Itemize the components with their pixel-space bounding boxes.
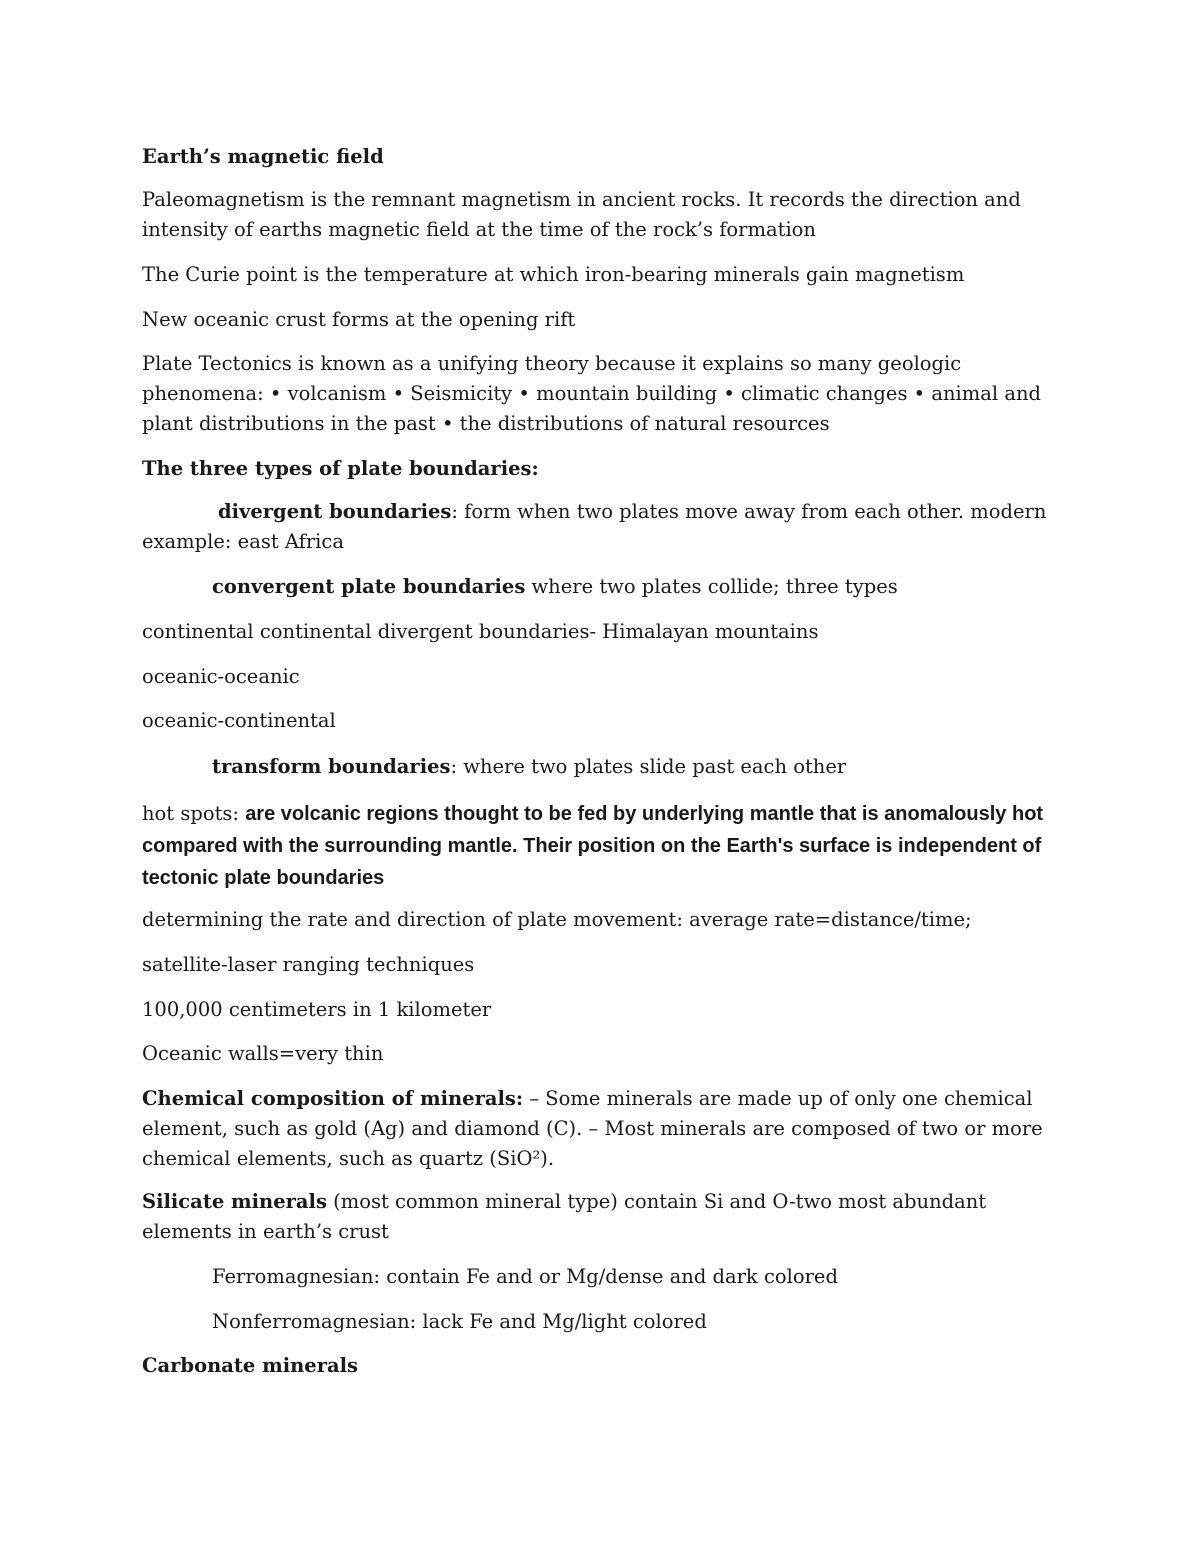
- transform-term: transform boundaries: [212, 755, 451, 778]
- paragraph-transform: [212, 752, 1072, 782]
- chemical-text: – Some minerals are made up of only one chemical element, such as gold (Ag) and diamond (C). – Most minerals are composed of two or more chemical elements, such as quartz (SiO²).: [142, 1087, 1043, 1170]
- line-laser-ranging: satellite-laser ranging techniques: [142, 953, 475, 976]
- silicate-text: (most common mineral type) contain Si and O-two most abundant elements in earth’s crust: [142, 1190, 987, 1243]
- paragraph-curie-point: The Curie point is the temperature at which iron-bearing minerals gain magnetism: [142, 263, 965, 286]
- paragraph-convergent: [212, 572, 1072, 602]
- line-oceanic-continental: oceanic-continental: [142, 709, 336, 732]
- hot-spots-text: are volcanic regions thought to be fed by underlying mantle that is anomalously hot compared with the surrounding mantle. Their position on the Earth's surface is independent of tectonic plate boundaries: [142, 803, 1044, 889]
- hot-spots-lead: hot spots:: [142, 802, 246, 825]
- heading-carbonate-minerals: Carbonate minerals: [142, 1354, 359, 1377]
- line-ferromagnesian: Ferromagnesian: contain Fe and or Mg/dense and dark colored: [212, 1265, 838, 1288]
- paragraph-divergent: [142, 497, 1072, 557]
- paragraph-oceanic-crust: New oceanic crust forms at the opening rift: [142, 308, 576, 331]
- chemical-term: Chemical composition of minerals:: [142, 1087, 524, 1110]
- convergent-text: where two plates collide; three types: [525, 575, 898, 598]
- paragraph-chemical-composition: [142, 1084, 1072, 1174]
- line-centimeters: 100,000 centimeters in 1 kilometer: [142, 998, 492, 1021]
- line-nonferromagnesian: Nonferromagnesian: lack Fe and Mg/light colored: [212, 1310, 707, 1333]
- heading-plate-boundaries: The three types of plate boundaries:: [142, 457, 539, 480]
- paragraph-hot-spots: [142, 798, 1077, 894]
- paragraph-silicate: [142, 1187, 1072, 1247]
- line-oceanic-oceanic: oceanic-oceanic: [142, 665, 300, 688]
- silicate-term: Silicate minerals: [142, 1190, 327, 1213]
- line-plate-rate: determining the rate and direction of plate movement: average rate=distance/time;: [142, 908, 972, 931]
- divergent-text: : form when two plates move away from each other. modern example: east Africa: [142, 500, 1047, 553]
- line-oceanic-walls: Oceanic walls=very thin: [142, 1042, 384, 1065]
- convergent-term: convergent plate boundaries: [212, 575, 526, 598]
- line-continental-continental: continental continental divergent boundaries- Himalayan mountains: [142, 620, 819, 643]
- heading-magnetic-field: Earth’s magnetic field: [142, 145, 384, 168]
- transform-text: : where two plates slide past each other: [450, 755, 847, 778]
- divergent-term: divergent boundaries: [218, 500, 452, 523]
- paragraph-plate-tectonics: Plate Tectonics is known as a unifying theory because it explains so many geologic phenomena: • volcanism • Seismicity • mountain building • climatic changes • animal and plant distributions in the past • the distributions of natural resources: [142, 352, 1041, 435]
- paragraph-paleomagnetism: Paleomagnetism is the remnant magnetism in ancient rocks. It records the direction and intensity of earths magnetic field at the time of the rock’s formation: [142, 188, 1021, 241]
